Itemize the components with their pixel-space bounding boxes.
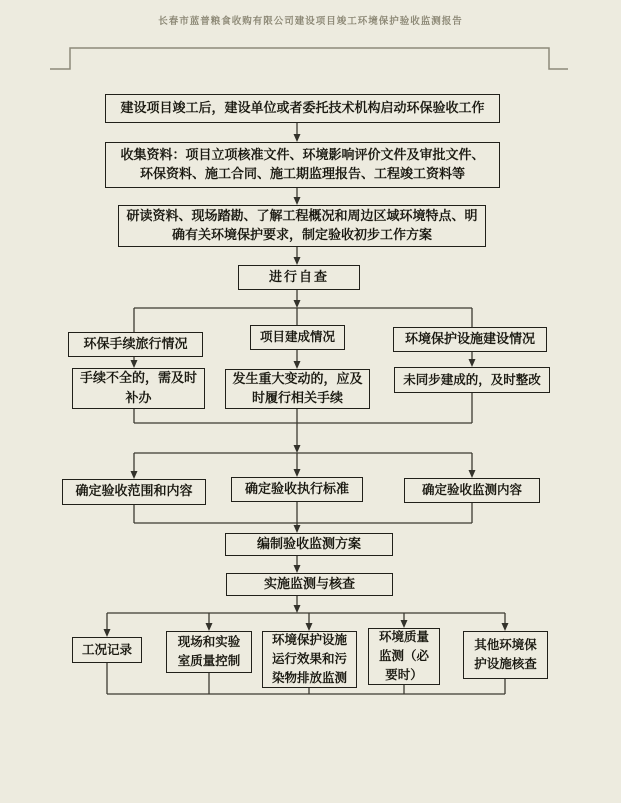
flow-node-completion-status: 项目建成情况 (250, 325, 345, 350)
flow-node-fix-rectify: 未同步建成的，及时整改 (394, 367, 550, 393)
flow-node-facility-status: 环境保护设施建设情况 (393, 327, 547, 352)
page-header-title: 长春市蓝普粮食收购有限公司建设项目竣工环境保护验收监测报告 (158, 16, 463, 27)
flow-node-make-plan: 编制验收监测方案 (225, 533, 393, 556)
flow-node-work-record: 工况记录 (72, 637, 142, 663)
flow-node-start: 建设项目竣工后，建设单位或者委托技术机构启动环保验收工作 (105, 94, 500, 123)
flow-node-implement: 实施监测与核查 (226, 573, 393, 596)
flow-node-fix-procedure: 手续不全的，需及时补办 (72, 368, 205, 409)
flow-node-self-check: 进行自查 (238, 265, 360, 290)
flow-node-env-quality-monitor: 环境质量监测（必要时） (368, 628, 440, 685)
flow-node-other-facility-check: 其他环境保护设施核查 (463, 631, 548, 679)
flow-node-study-materials: 研读资料、现场踏勘、了解工程概况和周边区域环境特点、明确有关环境保护要求，制定验收初步工作方案 (118, 205, 486, 247)
flow-node-define-content: 确定验收监测内容 (404, 478, 540, 503)
flow-node-facility-monitor: 环境保护设施运行效果和污染物排放监测 (262, 631, 357, 688)
flow-node-collect-materials: 收集资料：项目立项核准文件、环境影响评价文件及审批文件、环保资料、施工合同、施工期监理报告、工程竣工资料等 (105, 142, 500, 188)
flow-node-quality-control: 现场和实验室质量控制 (166, 631, 252, 673)
flow-node-procedure-status: 环保手续旅行情况 (68, 332, 203, 357)
flow-node-fix-major-change: 发生重大变动的，应及时履行相关手续 (225, 369, 370, 409)
flow-node-define-scope: 确定验收范围和内容 (62, 479, 206, 505)
flow-node-define-standard: 确定验收执行标准 (231, 477, 363, 502)
